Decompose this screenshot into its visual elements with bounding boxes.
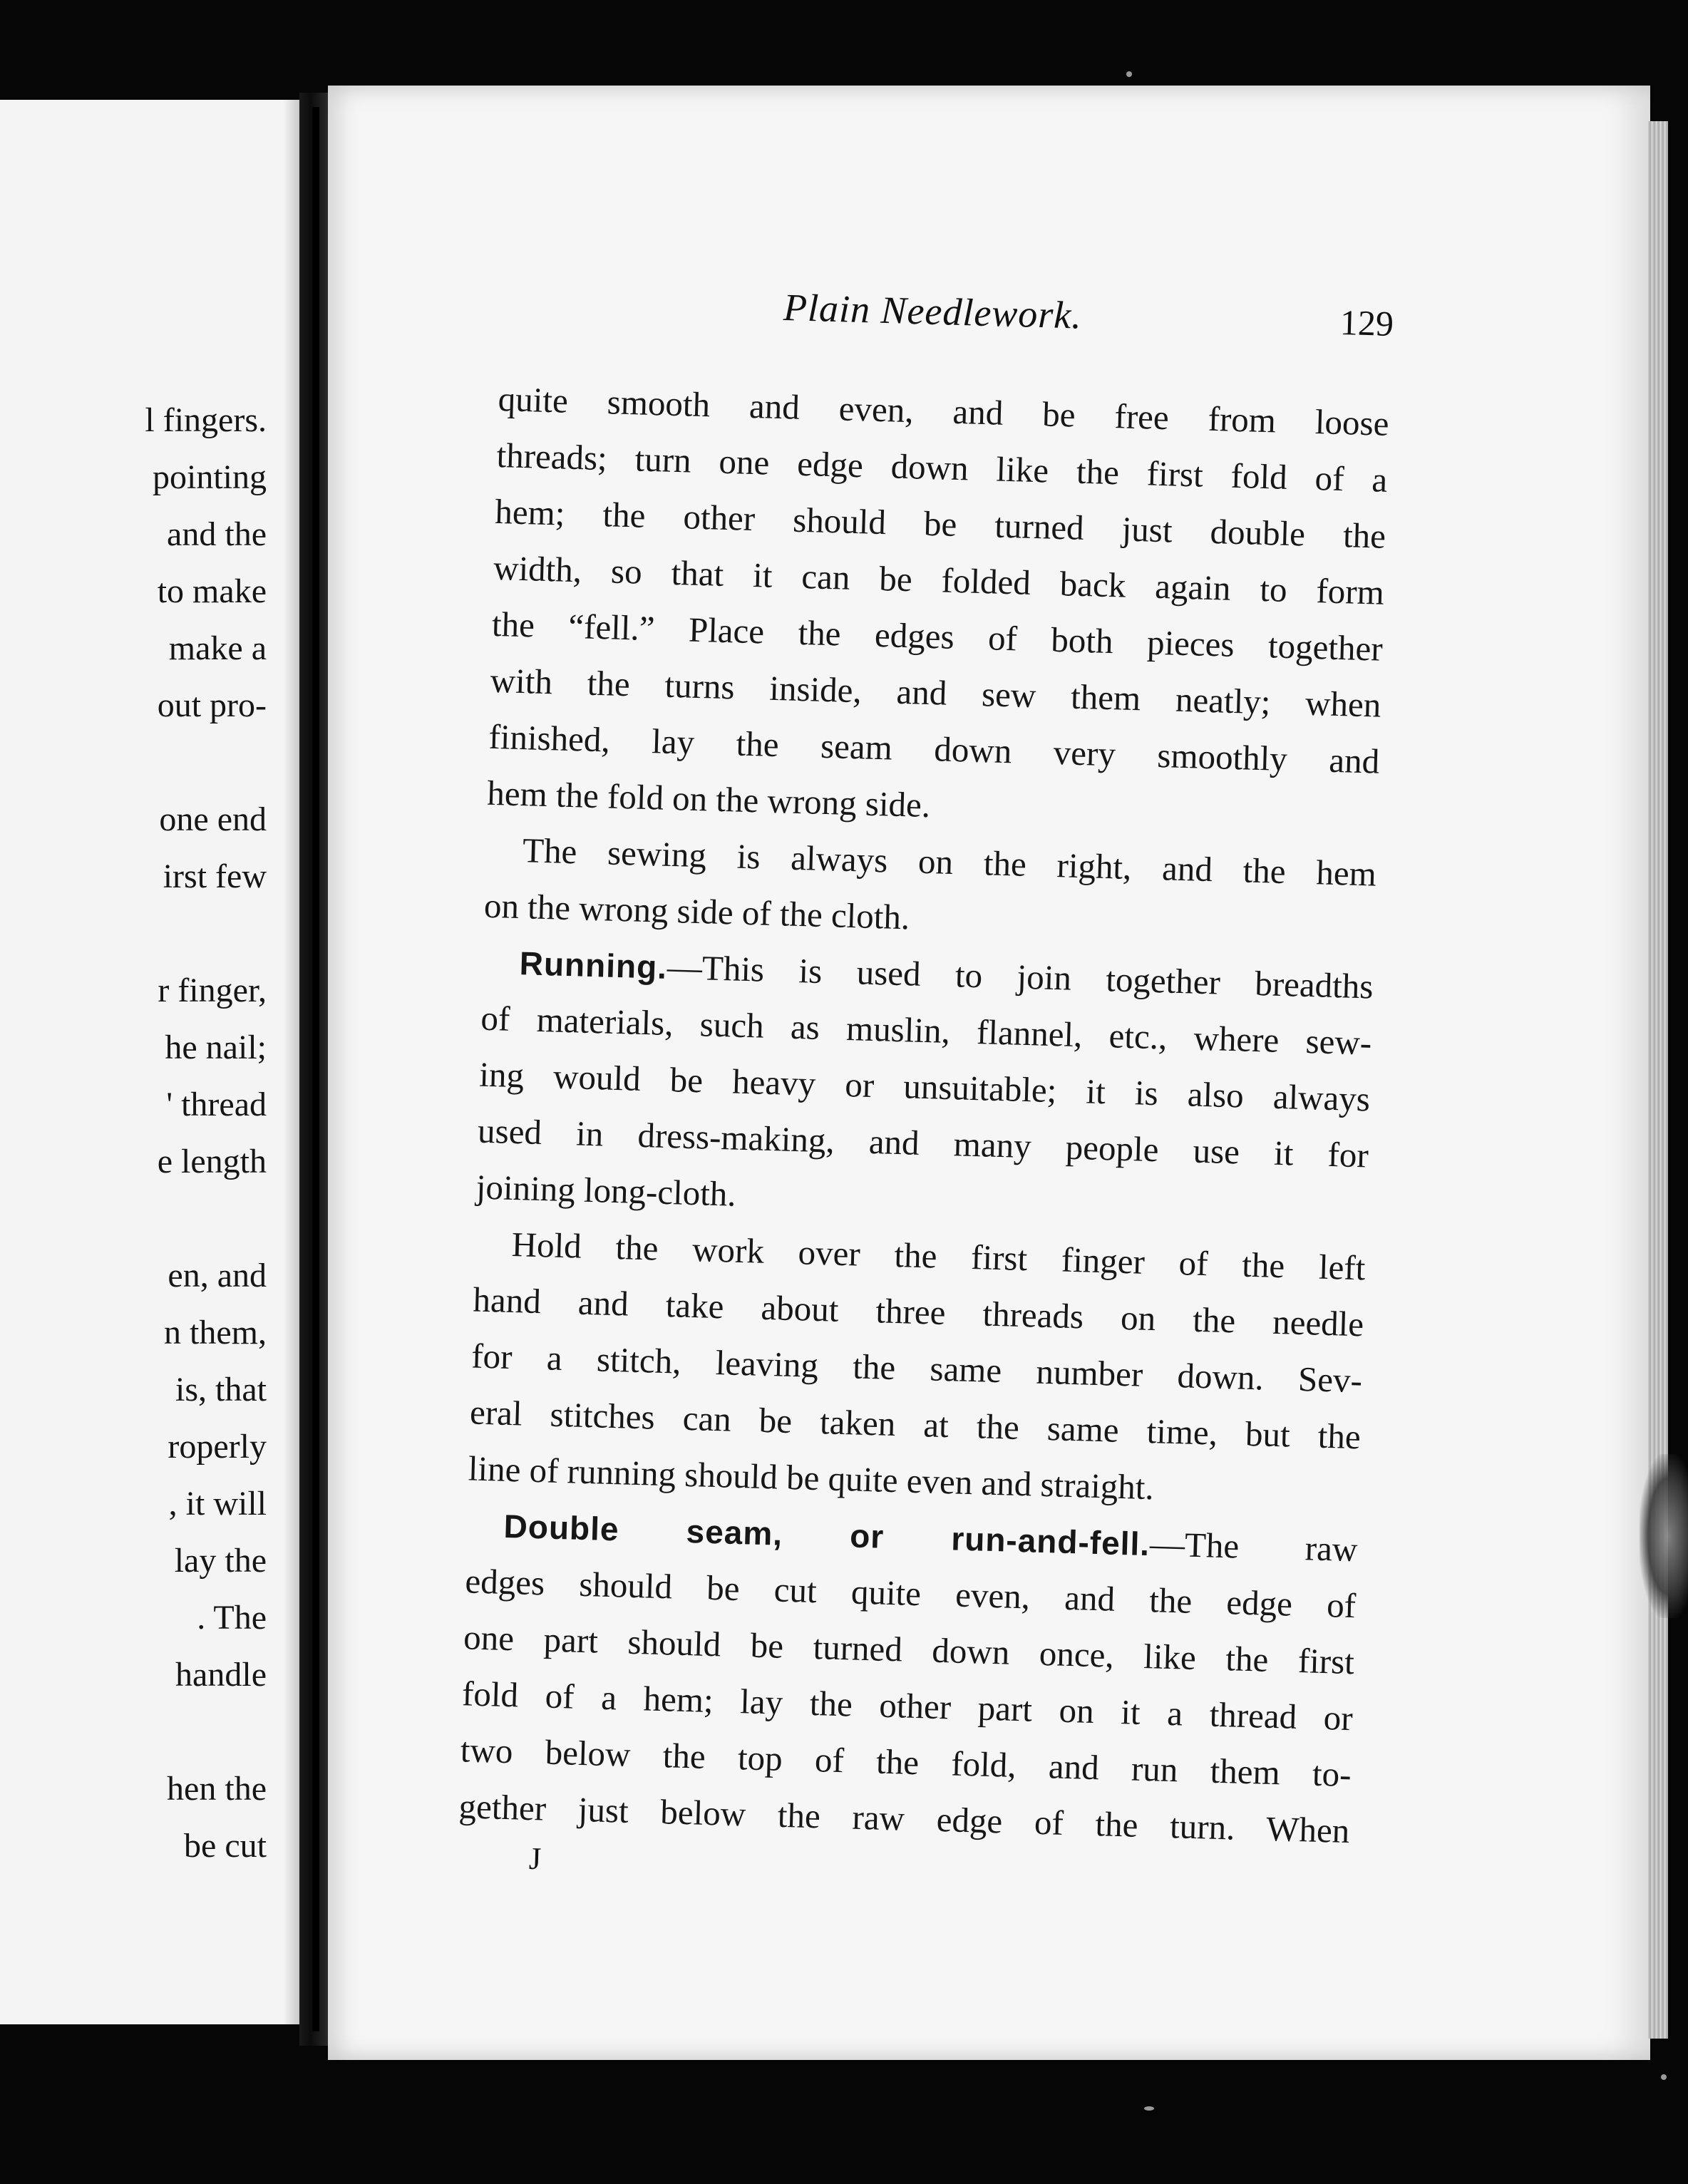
text-line: for a stitch, leaving the same number down. Sev-	[470, 1336, 1363, 1401]
text-line: two below the top of the fold, and run them to-	[460, 1730, 1352, 1795]
left-page-line: l fingers.	[145, 401, 267, 439]
text-line: Hold the work over the first finger of the left	[511, 1224, 1367, 1288]
text-line: hem; the other should be turned just double the	[494, 491, 1386, 556]
running-head: Plain Needlework.	[783, 285, 1083, 337]
text-line: joining long-cloth.	[475, 1167, 737, 1214]
text-line: of materials, such as muslin, flannel, etc., where sew-	[480, 998, 1372, 1063]
body-text	[458, 371, 1390, 1859]
left-page-line: en, and	[168, 1257, 267, 1294]
left-page-line: , it will	[168, 1485, 267, 1523]
text-line: The sewing is always on the right, and the hem	[522, 830, 1377, 894]
text-line: gether just below the raw edge of the turn. When	[458, 1786, 1351, 1851]
text-line: used in dress-making, and many people use it for	[477, 1111, 1369, 1175]
left-page-line: n them,	[164, 1314, 267, 1351]
left-page-line: make a	[168, 629, 267, 667]
left-page-line: irst few	[163, 857, 267, 895]
text-line: with the turns inside, and sew them neatly; when	[490, 660, 1382, 725]
scan-smudge	[1640, 1454, 1688, 1618]
left-page-line: . The	[197, 1599, 267, 1637]
text-line: finished, lay the seam down very smoothly and	[488, 716, 1380, 781]
left-page-line: is, that	[175, 1371, 267, 1408]
left-page-line: and the	[167, 515, 267, 553]
dust-speck	[1126, 71, 1132, 77]
left-page-line: to make	[157, 572, 267, 610]
text-line: edges should be cut quite even, and the edge of	[464, 1561, 1357, 1626]
text-line: hand and take about three threads on the needle	[472, 1279, 1364, 1344]
text-line: width, so that it can be folded back again to form	[493, 547, 1385, 612]
text-line: on the wrong side of the cloth.	[483, 885, 910, 937]
text-line: threads; turn one edge down like the first fold of a	[495, 435, 1388, 500]
signature-mark: J	[528, 1840, 542, 1877]
dust-speck	[1661, 2074, 1667, 2080]
page-number: 129	[1339, 302, 1394, 344]
dust-speck	[1144, 2106, 1154, 2111]
text-line: ing would be heavy or unsuitable; it is also always	[478, 1054, 1371, 1119]
left-page-line: e length	[157, 1143, 267, 1180]
gutter-shadow	[312, 107, 319, 2031]
section-heading-double-seam: Double seam, or run-and-fell.	[503, 1507, 1151, 1563]
text-line: fold of a hem; lay the other part on it a thread or	[461, 1674, 1354, 1739]
section-heading-running: Running.	[519, 944, 668, 986]
text-line: one part should be turned down once, like the first	[463, 1617, 1355, 1682]
left-page-line: pointing	[152, 458, 267, 496]
left-page-line: r finger,	[158, 972, 267, 1009]
left-page	[0, 100, 299, 2024]
text-line: the “fell.” Place the edges of both pieces together	[491, 604, 1384, 669]
left-page-line: he nail;	[165, 1029, 267, 1066]
left-page-line: be cut	[184, 1827, 267, 1865]
left-page-line: lay the	[174, 1542, 267, 1580]
left-page-line: ' thread	[166, 1086, 267, 1123]
text-run: —This is used to join together breadths	[667, 947, 1374, 1006]
text-line: eral stitches can be taken at the same time, but the	[469, 1392, 1362, 1457]
left-page-line: hen the	[167, 1770, 267, 1808]
left-page-line: handle	[175, 1656, 267, 1694]
left-page-line: roperly	[168, 1428, 267, 1466]
text-line: quite smooth and even, and be free from loose	[498, 378, 1390, 443]
text-run: —The raw	[1149, 1524, 1359, 1570]
text-line: hem the fold on the wrong side.	[486, 773, 931, 825]
text-line: line of running should be quite even and straight.	[468, 1448, 1155, 1508]
page-edges	[1648, 121, 1668, 2039]
left-page-line: one end	[159, 800, 267, 838]
left-page-line: out pro-	[157, 686, 267, 724]
